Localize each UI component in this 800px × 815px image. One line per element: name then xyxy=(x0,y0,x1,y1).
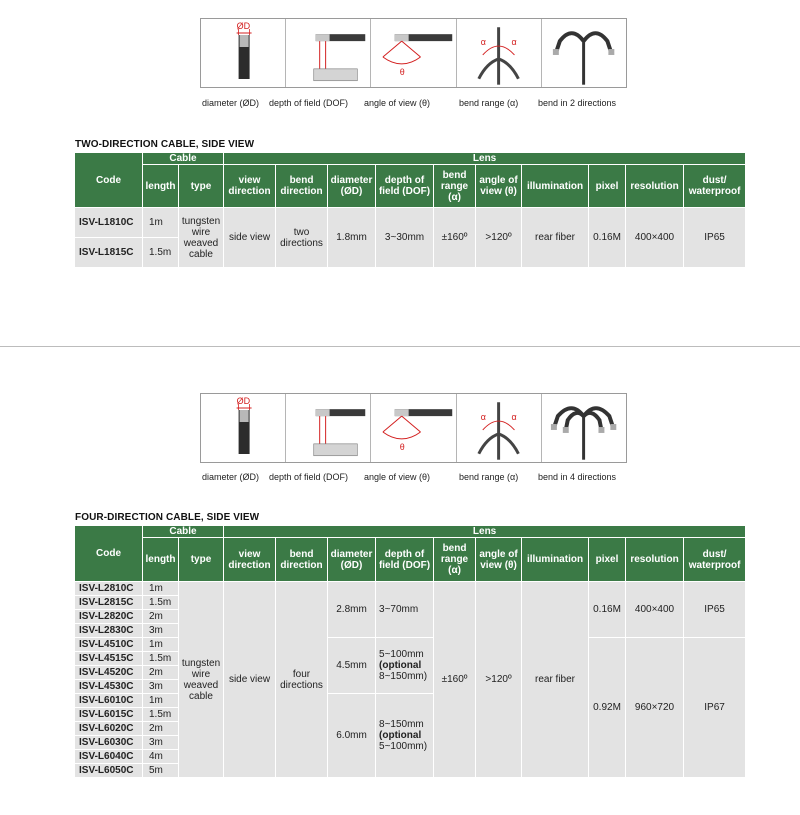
caption-bend-range: bend range (α) xyxy=(459,472,519,482)
dof-group-2-value: 5~100mm xyxy=(379,649,424,660)
header-pixel: pixel xyxy=(589,165,626,208)
header-dust: dust/ waterproof xyxy=(684,165,746,208)
dof-group-1 xyxy=(376,582,434,638)
bend-range-illustration xyxy=(457,394,542,462)
diameter-illustration xyxy=(201,19,286,87)
spec-table-two-direction xyxy=(74,152,746,268)
header-bend-direction: bend direction xyxy=(276,538,328,582)
header-bend-direction: bend direction xyxy=(276,165,328,208)
dof-illustration xyxy=(286,19,371,87)
header-code: Code xyxy=(75,153,143,208)
table-row-length: 2m xyxy=(143,666,179,680)
dof-illustration xyxy=(286,394,371,462)
caption-diameter: diameter (ØD) xyxy=(202,472,260,482)
table-row-length: 1.5m xyxy=(143,708,179,722)
table-row-length: 2m xyxy=(143,610,179,624)
header-length: length xyxy=(143,165,179,208)
header-cable: Cable xyxy=(143,153,224,165)
resolution: 400×400 xyxy=(626,208,684,268)
table-row-code: ISV-L4510C xyxy=(75,638,143,652)
bend-right-label: α xyxy=(511,37,517,48)
header-cable: Cable xyxy=(143,526,224,538)
diameter-group-1: 2.8mm xyxy=(328,582,376,638)
angle-label: θ xyxy=(400,66,406,77)
caption-dof: depth of field (DOF) xyxy=(269,472,349,482)
table-row-code: ISV-L6040C xyxy=(75,750,143,764)
section-divider xyxy=(0,346,800,347)
section-title-four-direction: FOUR-DIRECTION CABLE, SIDE VIEW xyxy=(75,512,260,523)
header-length: length xyxy=(143,538,179,582)
illumination: rear fiber xyxy=(522,208,589,268)
diagram-strip-two-direction xyxy=(200,18,627,88)
header-illumination: illumination xyxy=(522,538,589,582)
table-row-length: 3m xyxy=(143,680,179,694)
caption-dof: depth of field (DOF) xyxy=(269,98,349,108)
resolution-group-2: 960×720 xyxy=(626,638,684,778)
header-lens: Lens xyxy=(224,526,746,538)
cable-type: tungsten wire weaved cable xyxy=(179,208,224,268)
header-view-direction: view direction xyxy=(224,165,276,208)
table-row-code: ISV-L4515C xyxy=(75,652,143,666)
header-dof: depth of field (DOF) xyxy=(376,538,434,582)
dof-group-1-value: 3~70mm xyxy=(379,604,419,615)
angle-of-view: >120º xyxy=(476,208,522,268)
dust-group-2: IP67 xyxy=(684,638,746,778)
diameter-illustration xyxy=(201,394,286,462)
header-illumination: illumination xyxy=(522,165,589,208)
table-row-code: ISV-L6030C xyxy=(75,736,143,750)
caption-bend-directions: bend in 4 directions xyxy=(538,472,617,482)
table-row-code: ISV-L1815C xyxy=(75,238,143,268)
diagram-captions-two-direction xyxy=(196,98,636,112)
header-bend-range: bend range (α) xyxy=(434,538,476,582)
table-row-length: 1.5m xyxy=(143,652,179,666)
dust-group-1: IP65 xyxy=(684,582,746,638)
header-view-direction: view direction xyxy=(224,538,276,582)
dof-group-3-optional: (optional xyxy=(379,730,422,741)
diagram-strip-four-direction xyxy=(200,393,627,463)
caption-bend-directions: bend in 2 directions xyxy=(538,98,617,108)
angle-of-view: >120º xyxy=(476,582,522,778)
angle-illustration xyxy=(371,19,456,87)
header-type: type xyxy=(179,538,224,582)
bend-left-label: α xyxy=(480,412,486,423)
table-row-length: 5m xyxy=(143,764,179,778)
dof-group-2-optional: (optional xyxy=(379,660,422,671)
view-direction: side view xyxy=(224,582,276,778)
dust-waterproof: IP65 xyxy=(684,208,746,268)
table-row-length: 1m xyxy=(143,694,179,708)
diameter-group-3: 6.0mm xyxy=(328,694,376,778)
bend-range-illustration xyxy=(457,19,542,87)
dof-group-3-value: 8~150mm xyxy=(379,719,424,730)
header-diameter: diameter (ØD) xyxy=(328,538,376,582)
caption-angle: angle of view (θ) xyxy=(364,472,431,482)
header-dust: dust/ waterproof xyxy=(684,538,746,582)
header-dof: depth of field (DOF) xyxy=(376,165,434,208)
header-angle-of-view: angle of view (θ) xyxy=(476,165,522,208)
caption-diameter: diameter (ØD) xyxy=(202,98,260,108)
pixel-group-2: 0.92M xyxy=(589,638,626,778)
table-row-length: 1m xyxy=(143,208,179,238)
pixel: 0.16M xyxy=(589,208,626,268)
table-row-code: ISV-L2815C xyxy=(75,596,143,610)
bend-right-label: α xyxy=(511,412,517,423)
table-row-length: 1m xyxy=(143,638,179,652)
header-resolution: resolution xyxy=(626,538,684,582)
table-row-length: 2m xyxy=(143,722,179,736)
bend-left-label: α xyxy=(480,37,486,48)
table-row-length: 4m xyxy=(143,750,179,764)
header-lens: Lens xyxy=(224,153,746,165)
bend-2-directions-illustration xyxy=(542,19,626,87)
caption-bend-range: bend range (α) xyxy=(459,98,519,108)
table-row-code: ISV-L6020C xyxy=(75,722,143,736)
table-row-code: ISV-L4530C xyxy=(75,680,143,694)
bend-direction: two directions xyxy=(276,208,328,268)
header-angle-of-view: angle of view (θ) xyxy=(476,538,522,582)
table-row-code: ISV-L2810C xyxy=(75,582,143,596)
dof-group-2-optional-value: 8~150mm) xyxy=(379,671,428,682)
diagram-captions-four-direction xyxy=(196,472,636,486)
header-bend-range: bend range (α) xyxy=(434,165,476,208)
resolution-group-1: 400×400 xyxy=(626,582,684,638)
dof-group-3 xyxy=(376,694,434,778)
cable-type: tungsten wire weaved cable xyxy=(179,582,224,778)
table-row-code: ISV-L6010C xyxy=(75,694,143,708)
diameter-label: ØD xyxy=(236,396,251,406)
header-diameter: diameter (ØD) xyxy=(328,165,376,208)
table-row-code: ISV-L6015C xyxy=(75,708,143,722)
header-pixel: pixel xyxy=(589,538,626,582)
dof-group-3-optional-value: 5~100mm) xyxy=(379,741,428,752)
table-row-code: ISV-L2820C xyxy=(75,610,143,624)
spec-table-four-direction xyxy=(74,525,746,778)
header-type: type xyxy=(179,165,224,208)
table-row-length: 1.5m xyxy=(143,238,179,268)
illumination: rear fiber xyxy=(522,582,589,778)
view-direction: side view xyxy=(224,208,276,268)
bend-direction: four directions xyxy=(276,582,328,778)
table-row-code: ISV-L2830C xyxy=(75,624,143,638)
angle-label: θ xyxy=(400,441,406,452)
depth-of-field: 3~30mm xyxy=(376,208,434,268)
pixel-group-1: 0.16M xyxy=(589,582,626,638)
table-row-length: 3m xyxy=(143,624,179,638)
bend-range: ±160º xyxy=(434,208,476,268)
table-row-code: ISV-L6050C xyxy=(75,764,143,778)
header-code: Code xyxy=(75,526,143,582)
table-row-length: 3m xyxy=(143,736,179,750)
table-row-code: ISV-L1810C xyxy=(75,208,143,238)
caption-angle: angle of view (θ) xyxy=(364,98,431,108)
bend-range: ±160º xyxy=(434,582,476,778)
header-resolution: resolution xyxy=(626,165,684,208)
diameter: 1.8mm xyxy=(328,208,376,268)
angle-illustration xyxy=(371,394,456,462)
table-row-length: 1.5m xyxy=(143,596,179,610)
diameter-group-2: 4.5mm xyxy=(328,638,376,694)
diameter-label: ØD xyxy=(236,21,251,31)
section-title-two-direction: TWO-DIRECTION CABLE, SIDE VIEW xyxy=(75,139,255,150)
table-row-length: 1m xyxy=(143,582,179,596)
dof-group-2 xyxy=(376,638,434,694)
bend-4-directions-illustration xyxy=(542,394,626,462)
table-row-code: ISV-L4520C xyxy=(75,666,143,680)
